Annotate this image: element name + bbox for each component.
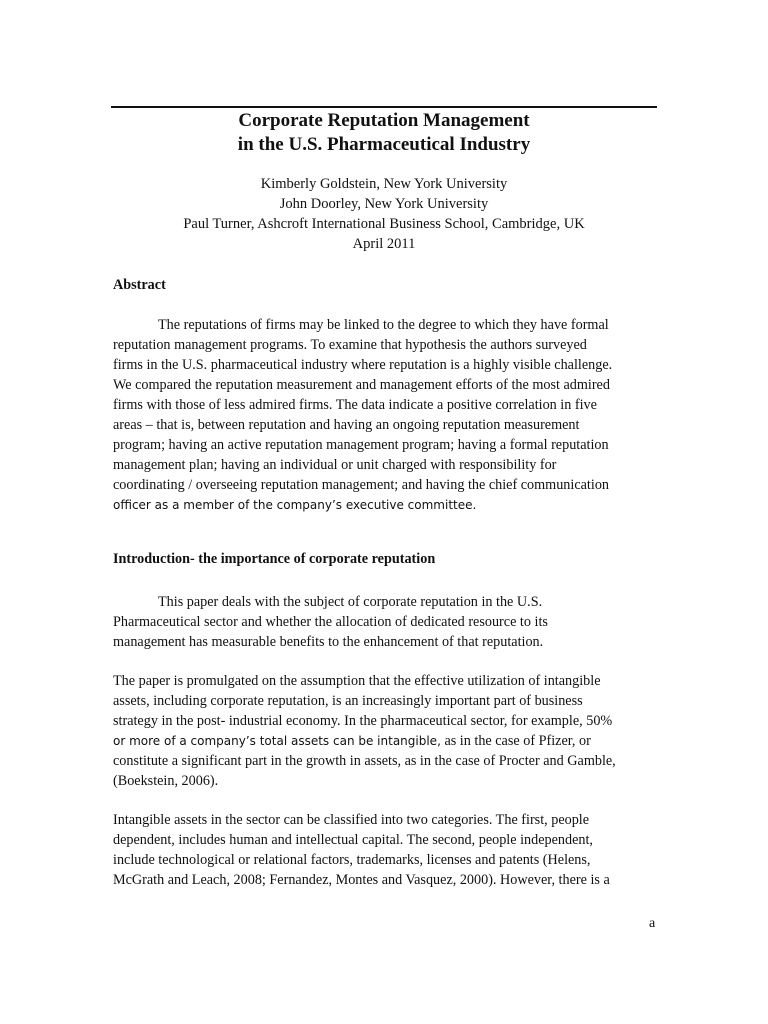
paragraph-line: include technological or relational factors, trademarks, licenses and patents (Helens, — [113, 852, 591, 868]
abstract-line: coordinating / overseeing reputation management; and having the chief communication — [113, 477, 610, 493]
abstract-line: management plan; having an individual or unit charged with responsibility for — [113, 457, 557, 473]
abstract-line: reputation management programs. To examine that hypothesis the authors surveyed — [113, 337, 587, 353]
author-1: Kimberly Goldstein, New York University — [260, 176, 508, 192]
paragraph-line: The paper is promulgated on the assumption that the effective utilization of intangible — [113, 673, 601, 689]
author-3: Paul Turner, Ashcroft International Business School, Cambridge, UK — [183, 216, 585, 232]
paragraph-line: This paper deals with the subject of corporate reputation in the U.S. — [158, 594, 543, 610]
paragraph-line: constitute a significant part in the growth in assets, as in the case of Procter and Gamble, — [113, 753, 616, 769]
author-2: John Doorley, New York University — [279, 196, 489, 212]
introduction-paragraph-2 — [113, 671, 658, 791]
abstract-line: firms with those of less admired firms. The data indicate a positive correlation in five — [113, 397, 597, 413]
abstract-line: The reputations of firms may be linked to the degree to which they have formal — [158, 317, 609, 333]
introduction-paragraph-3 — [113, 810, 658, 890]
paragraph-line: (Boekstein, 2006). — [113, 773, 219, 789]
paper-title-line-1: Corporate Reputation Management — [238, 110, 530, 131]
abstract-paragraph — [113, 315, 658, 515]
introduction-heading: Introduction- the importance of corporate reputation — [113, 551, 436, 567]
paragraph-line: Intangible assets in the sector can be classified into two categories. The first, people — [113, 812, 590, 828]
paragraph-line: McGrath and Leach, 2008; Fernandez, Montes and Vasquez, 2000). However, there is a — [113, 872, 610, 888]
paragraph-line-part: or more of a company’s total assets can be intangible, — [113, 734, 441, 748]
paragraph-line: dependent, includes human and intellectual capital. The second, people independent, — [113, 832, 593, 848]
page-number: a — [649, 916, 656, 931]
paragraph-line: assets, including corporate reputation, is an increasingly important part of business — [113, 693, 583, 709]
paragraph-line: management has measurable benefits to the enhancement of that reputation. — [113, 634, 544, 650]
title-rule — [111, 106, 657, 108]
paragraph-line-part: as in the case of Pfizer, or — [440, 733, 591, 749]
abstract-line: We compared the reputation measurement and management efforts of the most admired — [113, 377, 610, 393]
paragraph-line: strategy in the post- industrial economy. In the pharmaceutical sector, for example, 50% — [113, 713, 613, 729]
abstract-heading: Abstract — [113, 277, 166, 293]
abstract-line: areas – that is, between reputation and having an ongoing reputation measurement — [113, 417, 580, 433]
abstract-line: officer as a member of the company’s executive committee. — [113, 498, 477, 512]
paper-title-line-2: in the U.S. Pharmaceutical Industry — [237, 134, 531, 155]
paragraph-line — [113, 731, 658, 751]
paragraph-line: Pharmaceutical sector and whether the allocation of dedicated resource to its — [113, 614, 548, 630]
abstract-line: firms in the U.S. pharmaceutical industry where reputation is a highly visible challenge. — [113, 357, 613, 373]
publication-date: April 2011 — [352, 236, 416, 252]
abstract-line: program; having an active reputation management program; having a formal reputation — [113, 437, 609, 453]
introduction-paragraph-1 — [113, 592, 658, 652]
